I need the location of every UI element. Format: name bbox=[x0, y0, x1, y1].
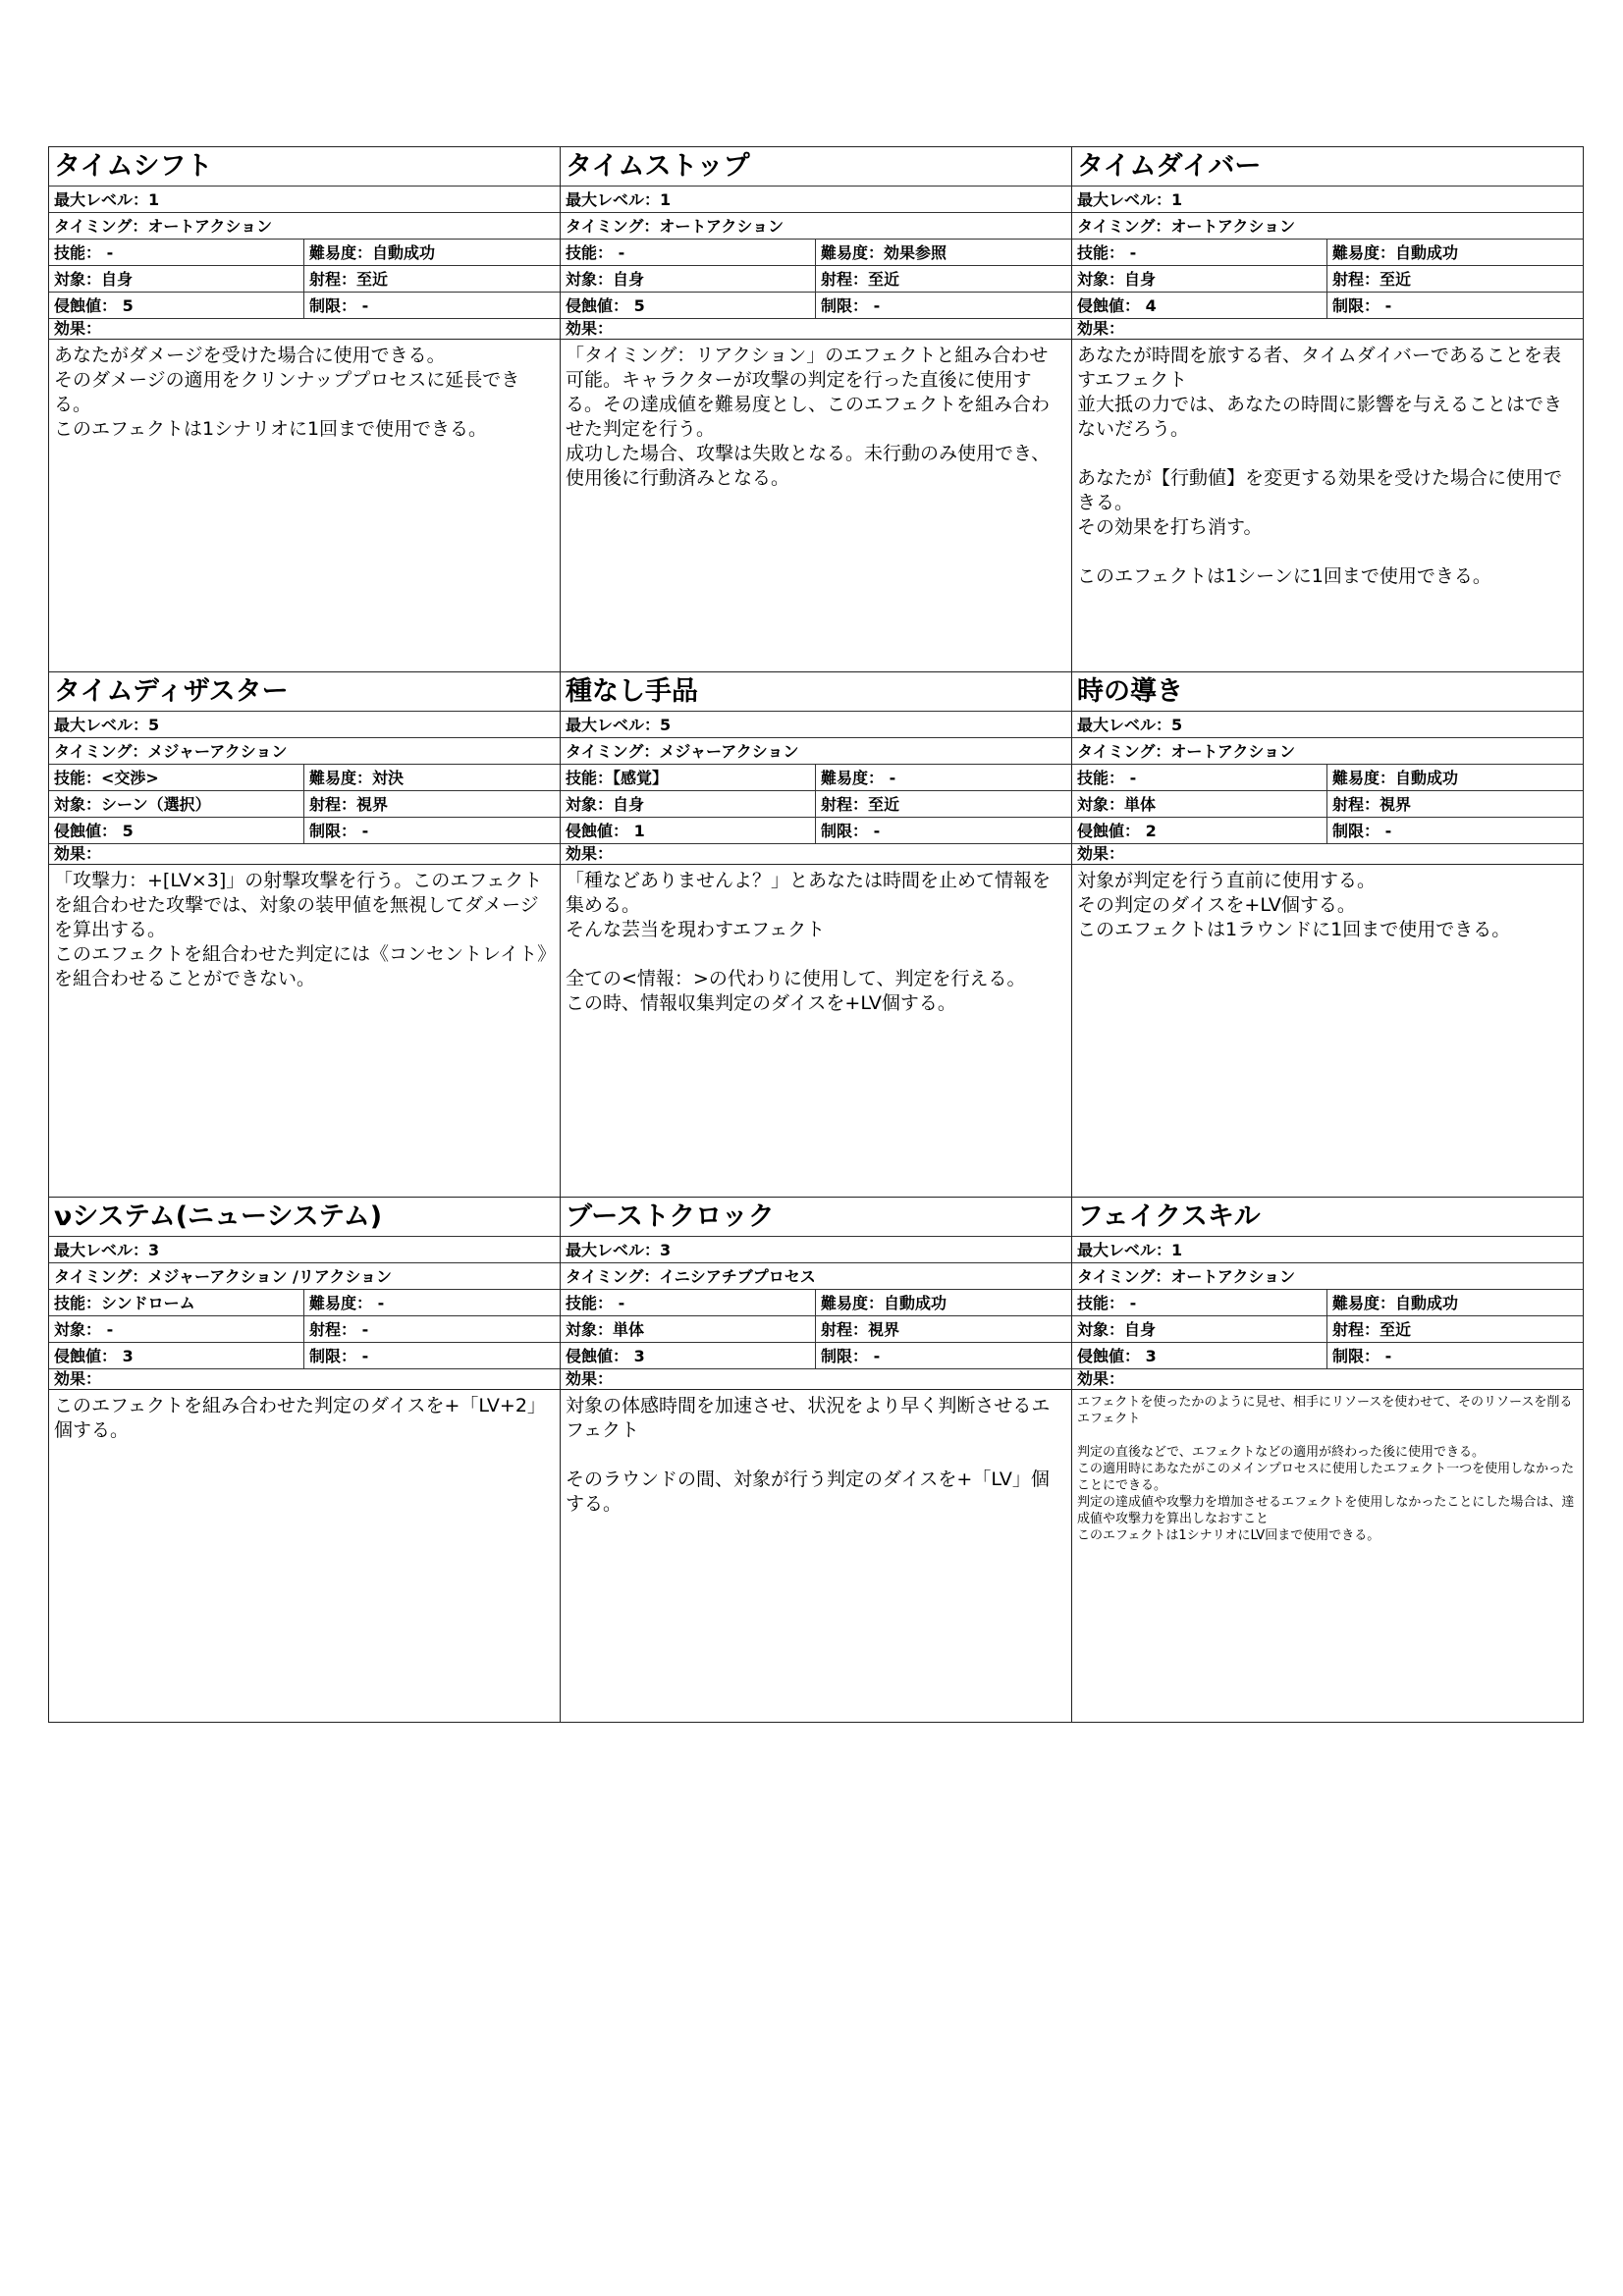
erosion: 侵蝕値： 5 bbox=[561, 293, 816, 318]
skill: 技能： - bbox=[561, 1290, 816, 1315]
range: 射程：至近 bbox=[1332, 270, 1412, 289]
effect-name: ブーストクロック bbox=[561, 1198, 1071, 1237]
difficulty: 難易度：自動成功 bbox=[1332, 1294, 1459, 1312]
erosion: 侵蝕値： 1 bbox=[561, 818, 816, 843]
effect-label: 効果： bbox=[1072, 319, 1583, 340]
limit: 制限： - bbox=[309, 1347, 369, 1365]
effect-text: 「種などありませんよ？」とあなたは時間を止めて情報を集める。 そんな芸当を現わすエフェクト 全ての<情報：>の代わりに使用して、判定を行える。 この時、情報収集判定のダイスを+LV個する。 bbox=[566, 870, 1052, 1014]
target: 対象：自身 bbox=[1072, 1316, 1327, 1342]
timing: タイミング：オートアクション bbox=[1072, 738, 1583, 765]
effect-label: 効果： bbox=[49, 319, 560, 340]
effect-card bbox=[561, 147, 1072, 672]
effect-card-sheet bbox=[48, 146, 1584, 1723]
difficulty: 難易度：自動成功 bbox=[309, 243, 436, 262]
effect-name: フェイクスキル bbox=[1072, 1198, 1583, 1237]
skill: 技能： - bbox=[561, 240, 816, 265]
difficulty: 難易度： - bbox=[309, 1294, 385, 1312]
effect-text: あなたが時間を旅する者、タイムダイバーであることを表すエフェクト 並大抵の力では、あなたの時間に影響を与えることはできないだろう。 あなたが【行動値】を変更する効果を受けた場合に使用できる。 その効果を打ち消す。 このエフェクトは1シーンに1回まで使用できる。 bbox=[1077, 345, 1563, 587]
effect-card bbox=[1072, 672, 1584, 1198]
max-level: 最大レベル：3 bbox=[49, 1237, 560, 1263]
timing: タイミング：オートアクション bbox=[1072, 1263, 1583, 1290]
max-level: 最大レベル：1 bbox=[561, 187, 1071, 213]
effect-name: タイムディザスター bbox=[49, 672, 560, 712]
skill: 技能： - bbox=[49, 240, 304, 265]
limit: 制限： - bbox=[821, 296, 881, 315]
difficulty: 難易度：自動成功 bbox=[1332, 243, 1459, 262]
erosion: 侵蝕値： 3 bbox=[49, 1343, 304, 1368]
timing: タイミング：メジャーアクション bbox=[49, 738, 560, 765]
effect-card bbox=[49, 672, 561, 1198]
erosion: 侵蝕値： 3 bbox=[561, 1343, 816, 1368]
timing: タイミング：オートアクション bbox=[561, 213, 1071, 240]
target: 対象：自身 bbox=[1072, 266, 1327, 292]
effect-name: タイムダイバー bbox=[1072, 147, 1583, 187]
effect-name: タイムストップ bbox=[561, 147, 1071, 187]
difficulty: 難易度：自動成功 bbox=[821, 1294, 947, 1312]
effect-label: 効果： bbox=[561, 319, 1071, 340]
skill: 技能： - bbox=[1072, 765, 1327, 790]
skill: 技能：シンドローム bbox=[49, 1290, 304, 1315]
target: 対象：自身 bbox=[561, 791, 816, 817]
effect-label: 効果： bbox=[49, 844, 560, 865]
max-level: 最大レベル：1 bbox=[1072, 1237, 1583, 1263]
target: 対象：シーン（選択） bbox=[49, 791, 304, 817]
effect-label: 効果： bbox=[49, 1369, 560, 1390]
effect-card bbox=[1072, 147, 1584, 672]
range: 射程：視界 bbox=[821, 1320, 900, 1339]
effect-card bbox=[49, 147, 561, 672]
range: 射程：至近 bbox=[1332, 1320, 1412, 1339]
max-level: 最大レベル：1 bbox=[1072, 187, 1583, 213]
effect-text: このエフェクトを組み合わせた判定のダイスを+「LV+2」個する。 bbox=[54, 1395, 546, 1441]
erosion: 侵蝕値： 2 bbox=[1072, 818, 1327, 843]
difficulty: 難易度： - bbox=[821, 769, 896, 787]
effect-text: あなたがダメージを受けた場合に使用できる。 そのダメージの適用をクリンナッププロセスに延長できる。 このエフェクトは1シナリオに1回まで使用できる。 bbox=[54, 345, 520, 440]
max-level: 最大レベル：3 bbox=[561, 1237, 1071, 1263]
effect-name: 時の導き bbox=[1072, 672, 1583, 712]
target: 対象：単体 bbox=[561, 1316, 816, 1342]
effect-card bbox=[1072, 1198, 1584, 1723]
timing: タイミング：イニシアチブプロセス bbox=[561, 1263, 1071, 1290]
range: 射程：視界 bbox=[309, 795, 389, 814]
target: 対象：単体 bbox=[1072, 791, 1327, 817]
limit: 制限： - bbox=[821, 822, 881, 840]
erosion: 侵蝕値： 5 bbox=[49, 293, 304, 318]
timing: タイミング：メジャーアクション bbox=[561, 738, 1071, 765]
effect-name: タイムシフト bbox=[49, 147, 560, 187]
effect-text: 対象が判定を行う直前に使用する。 その判定のダイスを+LV個する。 このエフェクトは1ラウンドに1回まで使用できる。 bbox=[1077, 870, 1511, 940]
target: 対象： - bbox=[49, 1316, 304, 1342]
range: 射程：至近 bbox=[309, 270, 389, 289]
skill: 技能：<交渉> bbox=[49, 765, 304, 790]
difficulty: 難易度：効果参照 bbox=[821, 243, 947, 262]
difficulty: 難易度：自動成功 bbox=[1332, 769, 1459, 787]
skill: 技能： - bbox=[1072, 240, 1327, 265]
timing: タイミング：オートアクション bbox=[1072, 213, 1583, 240]
timing: タイミング：メジャーアクション /リアクション bbox=[49, 1263, 560, 1290]
erosion: 侵蝕値： 4 bbox=[1072, 293, 1327, 318]
limit: 制限： - bbox=[821, 1347, 881, 1365]
limit: 制限： - bbox=[1332, 822, 1392, 840]
limit: 制限： - bbox=[1332, 296, 1392, 315]
max-level: 最大レベル：1 bbox=[49, 187, 560, 213]
effect-label: 効果： bbox=[561, 844, 1071, 865]
max-level: 最大レベル：5 bbox=[49, 712, 560, 738]
effect-label: 効果： bbox=[1072, 1369, 1583, 1390]
difficulty: 難易度：対決 bbox=[309, 769, 405, 787]
erosion: 侵蝕値： 3 bbox=[1072, 1343, 1327, 1368]
erosion: 侵蝕値： 5 bbox=[49, 818, 304, 843]
limit: 制限： - bbox=[309, 296, 369, 315]
limit: 制限： - bbox=[309, 822, 369, 840]
range: 射程：至近 bbox=[821, 270, 900, 289]
target: 対象：自身 bbox=[49, 266, 304, 292]
effect-card bbox=[561, 1198, 1072, 1723]
effect-name: 種なし手品 bbox=[561, 672, 1071, 712]
limit: 制限： - bbox=[1332, 1347, 1392, 1365]
effect-name: νシステム(ニューシステム) bbox=[49, 1198, 560, 1237]
effect-text: 「攻撃力：+[LV×3]」の射撃攻撃を行う。このエフェクトを組合わせた攻撃では、対象の装甲値を無視してダメージを算出する。 このエフェクトを組合わせた判定には《コンセントレイト》を組合わせることができない。 bbox=[54, 870, 547, 989]
range: 射程：至近 bbox=[821, 795, 900, 814]
effect-card bbox=[561, 672, 1072, 1198]
skill: 技能：【感覚】 bbox=[561, 765, 816, 790]
effect-card bbox=[49, 1198, 561, 1723]
max-level: 最大レベル：5 bbox=[1072, 712, 1583, 738]
effect-label: 効果： bbox=[561, 1369, 1071, 1390]
effect-text: 「タイミング：リアクション」のエフェクトと組み合わせ可能。キャラクターが攻撃の判定を行った直後に使用する。その達成値を難易度とし、このエフェクトを組み合わせた判定を行う。 成功した場合、攻撃は失敗となる。未行動のみ使用でき、使用後に行動済みとなる。 bbox=[566, 345, 1051, 489]
skill: 技能： - bbox=[1072, 1290, 1327, 1315]
range: 射程： - bbox=[309, 1320, 369, 1339]
max-level: 最大レベル：5 bbox=[561, 712, 1071, 738]
range: 射程：視界 bbox=[1332, 795, 1412, 814]
effect-label: 効果： bbox=[1072, 844, 1583, 865]
timing: タイミング：オートアクション bbox=[49, 213, 560, 240]
effect-text: エフェクトを使ったかのように見せ、相手にリソースを使わせて、そのリソースを削るエフェクト 判定の直後などで、エフェクトなどの適用が終わった後に使用できる。 この適用時にあなたがこのメインプロセスに使用したエフェクト一つを使用しなかったことにできる。 判定の達成値や攻撃力を増加させるエフェクトを使用しなかったことにした場合は、達成値や攻撃力を算出しなおすこと このエフェクトは1シナリオにLV回まで使用できる。 bbox=[1077, 1395, 1575, 1543]
target: 対象：自身 bbox=[561, 266, 816, 292]
effect-text: 対象の体感時間を加速させ、状況をより早く判断させるエフェクト そのラウンドの間、対象が行う判定のダイスを+「LV」個する。 bbox=[566, 1395, 1051, 1515]
